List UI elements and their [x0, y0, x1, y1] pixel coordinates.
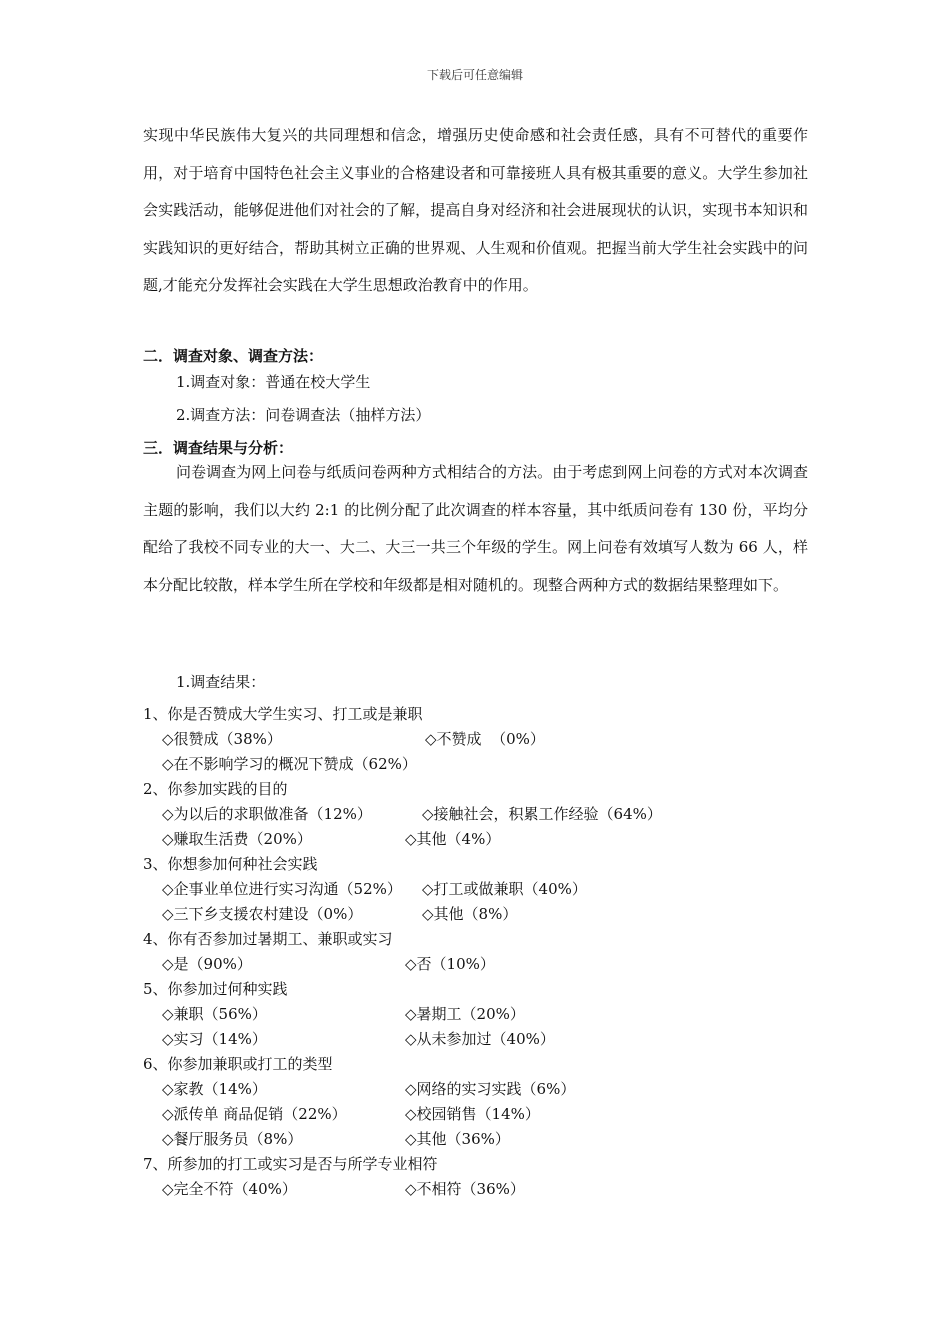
- option: ◇三下乡支援农村建设（0%）: [162, 905, 363, 923]
- question-title: 1、你是否赞成大学生实习、打工或是兼职: [143, 705, 423, 723]
- question-title: 3、你想参加何种社会实践: [143, 855, 318, 873]
- option: ◇完全不符（40%）: [162, 1180, 297, 1198]
- option-row: [143, 1177, 803, 1202]
- option-row: [143, 727, 803, 752]
- option: ◇兼职（56%）: [162, 1005, 267, 1023]
- section-heading-survey-object: 二．调查对象、调查方法：: [143, 347, 324, 365]
- option-row: [143, 1102, 803, 1127]
- option: ◇不赞成 （0%）: [425, 730, 545, 748]
- question-title: 7、所参加的打工或实习是否与所学专业相符: [143, 1155, 438, 1173]
- option: ◇否（10%）: [405, 955, 495, 973]
- option: ◇接触社会，积累工作经验（64%）: [422, 805, 662, 823]
- option: ◇不相符（36%）: [405, 1180, 525, 1198]
- option-row: [143, 1127, 803, 1152]
- option-row: [143, 802, 803, 827]
- option-row: [143, 827, 803, 852]
- option: ◇实习（14%）: [162, 1030, 267, 1048]
- intro-paragraph: 实现中华民族伟大复兴的共同理想和信念，增强历史使命感和社会责任感，具有不可替代的重要作用，对于培育中国特色社会主义事业的合格建设者和可靠接班人具有极其重要的意义。大学生参加社会实践活动，能够促进他们对社会的了解，提高自身对经济和社会进展现状的认识，实现书本知识和实践知识的更好结合，帮助其树立正确的世界观、人生观和价值观。把握当前大学生社会实践中的问题,才能充分发挥社会实践在大学生思想政治教育中的作用。: [143, 126, 808, 294]
- option-row: [143, 1002, 803, 1027]
- option: ◇餐厅服务员（8%）: [162, 1130, 303, 1148]
- option: ◇在不影响学习的概况下赞成（62%）: [162, 755, 417, 773]
- option-row: [143, 1077, 803, 1102]
- option-row: [143, 877, 803, 902]
- option: ◇派传单 商品促销（22%）: [162, 1105, 347, 1123]
- question-title: 2、你参加实践的目的: [143, 780, 288, 798]
- option-row: [143, 1027, 803, 1052]
- question-title: 6、你参加兼职或打工的类型: [143, 1055, 333, 1073]
- option: ◇是（90%）: [162, 955, 252, 973]
- section-heading-results: 三．调查结果与分析：: [143, 439, 294, 457]
- option: ◇其他（8%）: [422, 905, 518, 923]
- option: ◇企事业单位进行实习沟通（52%）: [162, 880, 402, 898]
- option: ◇网络的实习实践（6%）: [405, 1080, 576, 1098]
- option-row: [143, 952, 803, 977]
- question-title: 5、你参加过何种实践: [143, 980, 288, 998]
- option: ◇暑期工（20%）: [405, 1005, 525, 1023]
- option: ◇从未参加过（40%）: [405, 1030, 555, 1048]
- option: ◇其他（36%）: [405, 1130, 510, 1148]
- option: ◇家教（14%）: [162, 1080, 267, 1098]
- survey-results: [143, 702, 803, 1202]
- option-row: [143, 752, 803, 777]
- page-header: 下载后可任意编辑: [426, 68, 523, 82]
- option: ◇为以后的求职做准备（12%）: [162, 805, 372, 823]
- option: ◇打工或做兼职（40%）: [422, 880, 587, 898]
- method-paragraph: 问卷调查为网上问卷与纸质问卷两种方式相结合的方法。由于考虑到网上问卷的方式对本次调查主题的影响，我们以大约 2:1 的比例分配了此次调查的样本容量，其中纸质问卷有 130 份，平均分配给了我校不同专业的大一、大二、大三一共三个年级的学生。网上问卷有效填写人数为 66 人，样本分配比较散，样本学生所在学校和年级都是相对随机的。现整合两种方式的数据结果整理如下。: [143, 463, 808, 594]
- survey-method: 2.调查方法：问卷调查法（抽样方法）: [176, 406, 431, 424]
- option: ◇其他（4%）: [405, 830, 501, 848]
- question-title: 4、你有否参加过暑期工、兼职或实习: [143, 930, 393, 948]
- option-row: [143, 902, 803, 927]
- option: ◇校园销售（14%）: [405, 1105, 540, 1123]
- results-label: 1.调查结果：: [176, 673, 266, 691]
- option: ◇很赞成（38%）: [162, 730, 282, 748]
- survey-target: 1.调查对象：普通在校大学生: [176, 373, 371, 391]
- option: ◇赚取生活费（20%）: [162, 830, 312, 848]
